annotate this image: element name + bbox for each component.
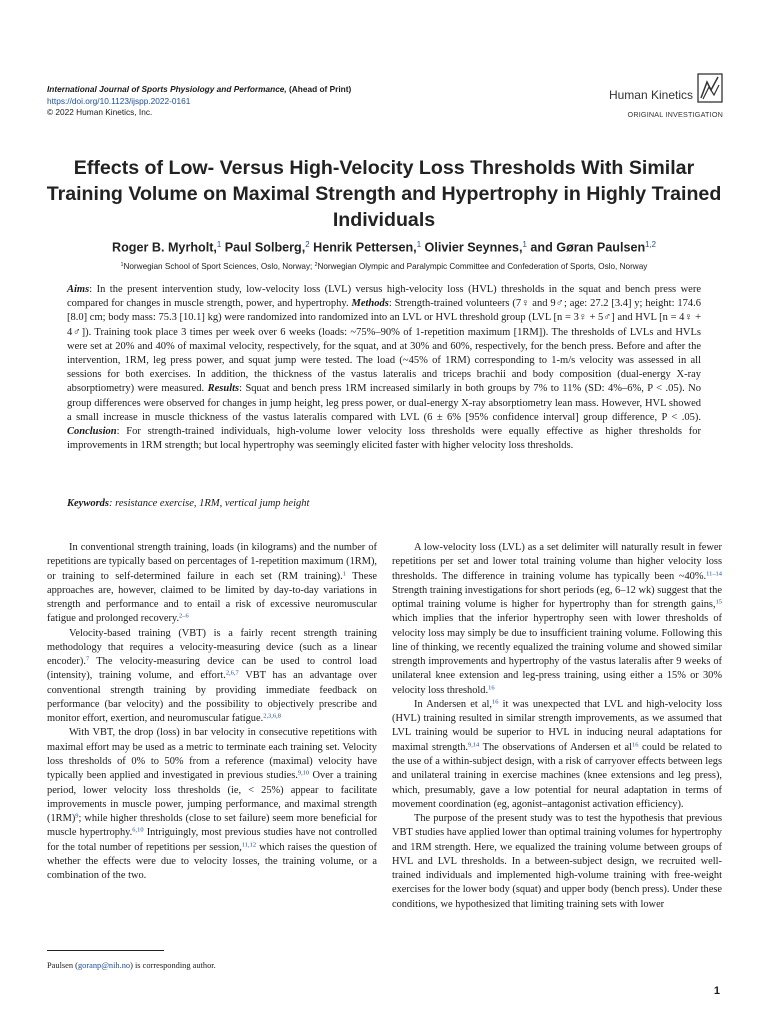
- author: Olivier Seynnes,: [424, 240, 523, 255]
- paper-title: Effects of Low- Versus High-Velocity Loss Thresholds With Similar Training Volume on Maximal Strength and Hypertrophy in Highly Trained Individuals: [46, 157, 722, 231]
- body-column-left: [47, 541, 377, 883]
- author: and Gøran Paulsen: [530, 240, 646, 255]
- journal-name: International Journal of Sports Physiology and Performance, (Ahead of Print): [47, 84, 352, 94]
- publisher-block: [563, 73, 723, 123]
- footnote-divider: [47, 950, 164, 951]
- article-type: ORIGINAL INVESTIGATION: [627, 110, 723, 119]
- paragraph: With VBT, the drop (loss) in bar velocity in consecutive repetitions with maximal effort may be used as a metric to terminate each training set. Velocity loss thresholds of 0% to 50% from a reference (maximal) velocity have typically been applied and investigated in previous studies.$^{9,10}$ Over a training period, lower velocity loss thresholds (ie, < 25%) appear to facilitate improvements in muscle power, jumping performance, and maximal strength $(1RM)^9$; while higher thresholds (close to set failure) seem more beneficial for muscle hypertrophy.$^{6,10}$ Intriguingly, most previous studies have not controlled for the total number of repetitions per session,$^{11,12}$ which raises the question of whether the effects were due to velocity losses, the training volume, or a combination of the two.: [47, 727, 377, 882]
- author: Paul Solberg,: [224, 240, 306, 255]
- ahead-of-print: (Ahead of Print): [289, 84, 352, 94]
- keywords: Keywords: resistance exercise, 1RM, vertical jump height: [67, 498, 310, 509]
- email-link[interactable]: goranp@nih.no: [77, 961, 131, 970]
- author: Roger B. Myrholt,: [111, 240, 217, 255]
- doi-link[interactable]: https://doi.org/10.1123/ijspp.2022-0161: [47, 95, 191, 106]
- copyright: © 2022 Human Kinetics, Inc.: [47, 107, 153, 118]
- author-list: Roger B. Myrholt,$^1$ Paul Solberg,$^2$ Henrik Pettersen,$^1$ Olivier Seynnes,$^1$ and Gøran Paulsen$^{1,2}$: [111, 240, 657, 255]
- human-kinetics-logo-icon: [697, 73, 723, 103]
- body-column-right: [392, 541, 722, 912]
- paragraph: In Andersen et al,$^{16}$ it was unexpected that LVL and high-velocity loss (HVL) training resulted in similar strength improvements, as we assumed that LVL training would be superior to HVL in inducing neural adaptations for maximal strength.$^{9,14}$ The observations of Andersen et $al^{16}$ could be related to the use of a within-subject design, with a risk of carryover effects between legs and unilateral training in exercise machines (knee extensions and leg press), which, presumably, gave a low potential for neural adaptation in terms of movement coordination (eg, agonist–antagonist activation efficiency).: [392, 698, 722, 810]
- paragraph: The purpose of the present study was to test the hypothesis that previous VBT studies have applied lower than optimal training volumes for hypertrophy and 1RM strength. Here, we equalized the training volume between groups of HVL and LVL thresholds. In a between-subject design, we recruited well-trained individuals and implemented high-volume training with free-weight exercises for the lower body (squat) and upper body (bench press). Under these conditions, we hypothesized that limiting training sets with lower: [392, 813, 722, 910]
- abstract: Aims: In the present intervention study, low-velocity loss (LVL) versus high-velocity loss (HVL) thresholds in the squat and bench press were compared for changes in muscle strength, power, and hypertrophy. Methods: Strength-trained volunteers (7♀ and 9♂; age: 27.2 [3.4] y; height: 174.6 [8.0] cm; body mass: 75.3 [10.1] kg) were randomized into randomized into an LVL or HVL threshold group (LVL [n = 3♀ + 5♂] and HVL [n = 4♀ + 4♂]). Training took place 3 times per week over 6 weeks (loads: ~75%–90% of 1-repetition maximum [1RM]). The thresholds of LVLs and HVLs were set at 20% and 40% of maximal velocity, respectively, for the squat, and at 30% and 60%, respectively, for the bench press. Before and after the intervention, 1RM, leg press power, and squat jump were tested. The load (~45% of 1RM) corresponding to 1-m/s velocity was assessed in all sessions for both exercises. In addition, the thickness of the vastus lateralis and triceps brachii and body composition (dual-energy X-ray absorptiometry) were measured. Results: Squat and bench press 1RM increased similarly in both groups by 7% to 11% (SD: 4%–6%, P < .05). No group differences were observed for changes in jump height, leg press power, or dual-energy X-ray absorptiometry lean mass. However, HVL showed a small increase in muscle thickness of the vastus lateralis compared with LVL (6 ± 6% [95% confidence interval] group difference, P < .05). Conclusion: For strength-trained individuals, high-volume lower velocity loss thresholds were equally effective as higher thresholds for improvements in 1RM strength; but local hypertrophy was seemingly elicited faster with higher velocity loss thresholds.: [67, 284, 701, 452]
- page-number: 1: [713, 985, 720, 997]
- paragraph: Velocity-based training (VBT) is a fairly recent strength training methodology that requires a velocity-measuring device (such as a linear encoder).$^7$ The velocity-measuring device can be used to control load (intensity), training volume, and effort.$^{2,6,7}$ VBT has an advantage over conventional strength training by providing immediate feedback on performance (bar velocity) and the possibility to objectively prescribe and monitor effort, exertion, and neuromuscular fatigue.$^{2,3,6,8}$: [47, 627, 377, 725]
- paragraph: A low-velocity loss (LVL) as a set delimiter will naturally result in fewer repetitions per set and lower total training volume than higher velocity loss thresholds. The difference in training volume has typically been ~40%.$^{11-14}$ Strength training investigations for short periods (eg, 6–12 wk) suggest that the optimal training volume is higher for hypertrophy than for strength gains,$^{15}$ which implies that the inferior hypertrophy seen with lower thresholds of velocity loss may simply be due to insufficient training volume. Following this line of thinking, we recently equalized the training volume and showed similar strength improvements and hypertrophy of the vastus lateralis after 9 weeks of unilateral knee extension and leg-press training, using either a 15% or 30% velocity loss threshold.$^{16}$: [392, 542, 722, 696]
- journal-header: [47, 84, 351, 119]
- author: Henrik Pettersen,: [313, 240, 417, 255]
- affiliations: $^1$Norwegian School of Sport Sciences, Oslo, Norway; $^2$Norwegian Olympic and Paralympic Committee and Confederation of Sports, Oslo, Norway: [120, 262, 648, 271]
- publisher-name: Human Kinetics: [608, 88, 693, 102]
- corresponding-author-note: Paulsen (goranp@nih.no) is corresponding author.: [47, 961, 216, 970]
- paragraph: In conventional strength training, loads (in kilograms) and the number of repetitions are typically based on percentages of 1-repetition maximum (1RM), or training to self-determined failure in each set (RM training).$^1$ These approaches are, however, claimed to be limited by day-to-day variations in strength and performance and to entail a risk of excessive neuromuscular fatigue and prolonged recovery.$^{2-6}$: [47, 542, 377, 625]
